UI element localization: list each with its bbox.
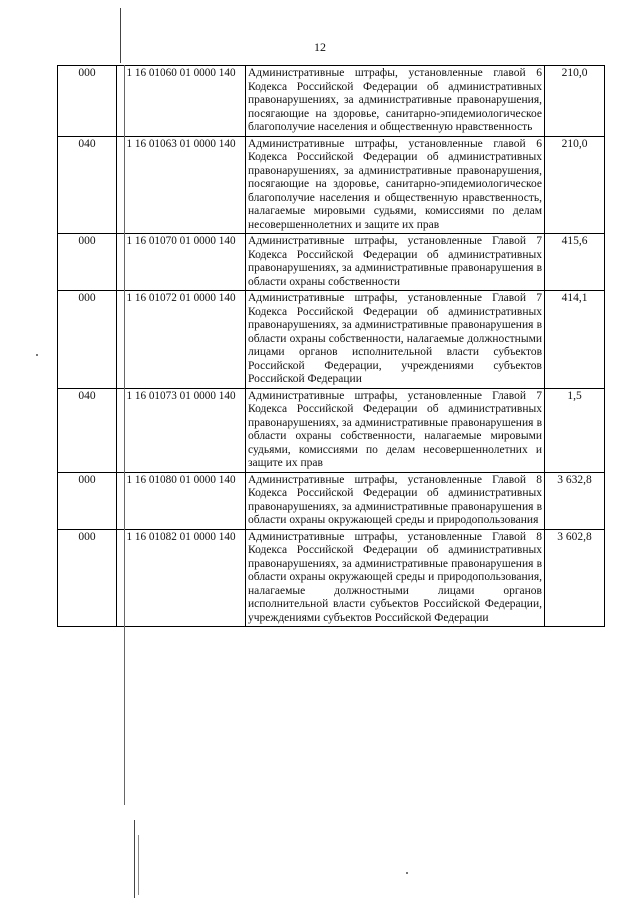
classification-code-cell: 1 16 01060 01 0000 140 bbox=[117, 66, 246, 137]
classification-code-cell: 1 16 01073 01 0000 140 bbox=[117, 388, 246, 472]
revenue-name-cell: Административные штрафы, установленные Главой 7 Кодекса Российской Федерации об административных правонарушениях, за административные правонарушения в области охраны собственности bbox=[246, 234, 545, 291]
classification-code-cell: 1 16 01063 01 0000 140 bbox=[117, 136, 246, 234]
revenue-name-cell: Административные штрафы, установленные главой 6 Кодекса Российской Федерации об административных правонарушениях, за административные правонарушения, посягающие на здоровье, санитарно-эпидемиологическое благополучие населения и общественную нравственность, налагаемые мировыми судьями, комиссиями по делам несовершеннолетних и защите их прав bbox=[246, 136, 545, 234]
revenue-name-cell: Административные штрафы, установленные Главой 7 Кодекса Российской Федерации об административных правонарушениях, за административные правонарушения в области охраны собственности, налагаемые мировыми судьями, комиссиями по делам несовершеннолетних и защите их прав bbox=[246, 388, 545, 472]
revenue-name-cell: Административные штрафы, установленные Главой 8 Кодекса Российской Федерации об административных правонарушениях, за административные правонарушения в области охраны окружающей среды и природопользования bbox=[246, 472, 545, 529]
classification-code-cell: 1 16 01072 01 0000 140 bbox=[117, 291, 246, 389]
amount-cell: 1,5 bbox=[545, 388, 605, 472]
table-row bbox=[58, 136, 605, 234]
table-row bbox=[58, 529, 605, 627]
budget-revenue-table bbox=[57, 65, 605, 627]
amount-cell: 210,0 bbox=[545, 66, 605, 137]
scan-artifact-line bbox=[124, 65, 125, 805]
admin-code-cell: 040 bbox=[58, 388, 117, 472]
amount-cell: 3 602,8 bbox=[545, 529, 605, 627]
revenue-name-cell: Административные штрафы, установленные Главой 8 Кодекса Российской Федерации об административных правонарушениях, за административные правонарушения в области охраны окружающей среды и природопользования, налагаемые должностными лицами органов исполнительной власти субъектов Российской Федерации, учреждениями субъектов Российской Федерации bbox=[246, 529, 545, 627]
admin-code-cell: 000 bbox=[58, 291, 117, 389]
amount-cell: 415,6 bbox=[545, 234, 605, 291]
admin-code-cell: 000 bbox=[58, 472, 117, 529]
scan-artifact-dot bbox=[406, 872, 408, 874]
admin-code-cell: 000 bbox=[58, 234, 117, 291]
admin-code-cell: 000 bbox=[58, 529, 117, 627]
table-row bbox=[58, 472, 605, 529]
table-row bbox=[58, 388, 605, 472]
classification-code-cell: 1 16 01070 01 0000 140 bbox=[117, 234, 246, 291]
table-row bbox=[58, 234, 605, 291]
scan-artifact-dot bbox=[36, 354, 38, 356]
scan-artifact-line bbox=[138, 835, 139, 895]
classification-code-cell: 1 16 01082 01 0000 140 bbox=[117, 529, 246, 627]
amount-cell: 3 632,8 bbox=[545, 472, 605, 529]
scan-artifact-line bbox=[134, 820, 135, 898]
revenue-name-cell: Административные штрафы, установленные Главой 7 Кодекса Российской Федерации об административных правонарушениях, за административные правонарушения в области охраны собственности, налагаемые должностными лицами органов исполнительной власти субъектов Российской Федерации, учреждениями субъектов Российской Федерации bbox=[246, 291, 545, 389]
page-number: 12 bbox=[314, 40, 326, 54]
table-row bbox=[58, 66, 605, 137]
classification-code-cell: 1 16 01080 01 0000 140 bbox=[117, 472, 246, 529]
amount-cell: 210,0 bbox=[545, 136, 605, 234]
table-row bbox=[58, 291, 605, 389]
admin-code-cell: 040 bbox=[58, 136, 117, 234]
scan-artifact-line bbox=[120, 8, 121, 63]
revenue-name-cell: Административные штрафы, установленные главой 6 Кодекса Российской Федерации об административных правонарушениях, за административные правонарушения, посягающие на здоровье, санитарно-эпидемиологическое благополучие населения и общественную нравственность bbox=[246, 66, 545, 137]
admin-code-cell: 000 bbox=[58, 66, 117, 137]
amount-cell: 414,1 bbox=[545, 291, 605, 389]
